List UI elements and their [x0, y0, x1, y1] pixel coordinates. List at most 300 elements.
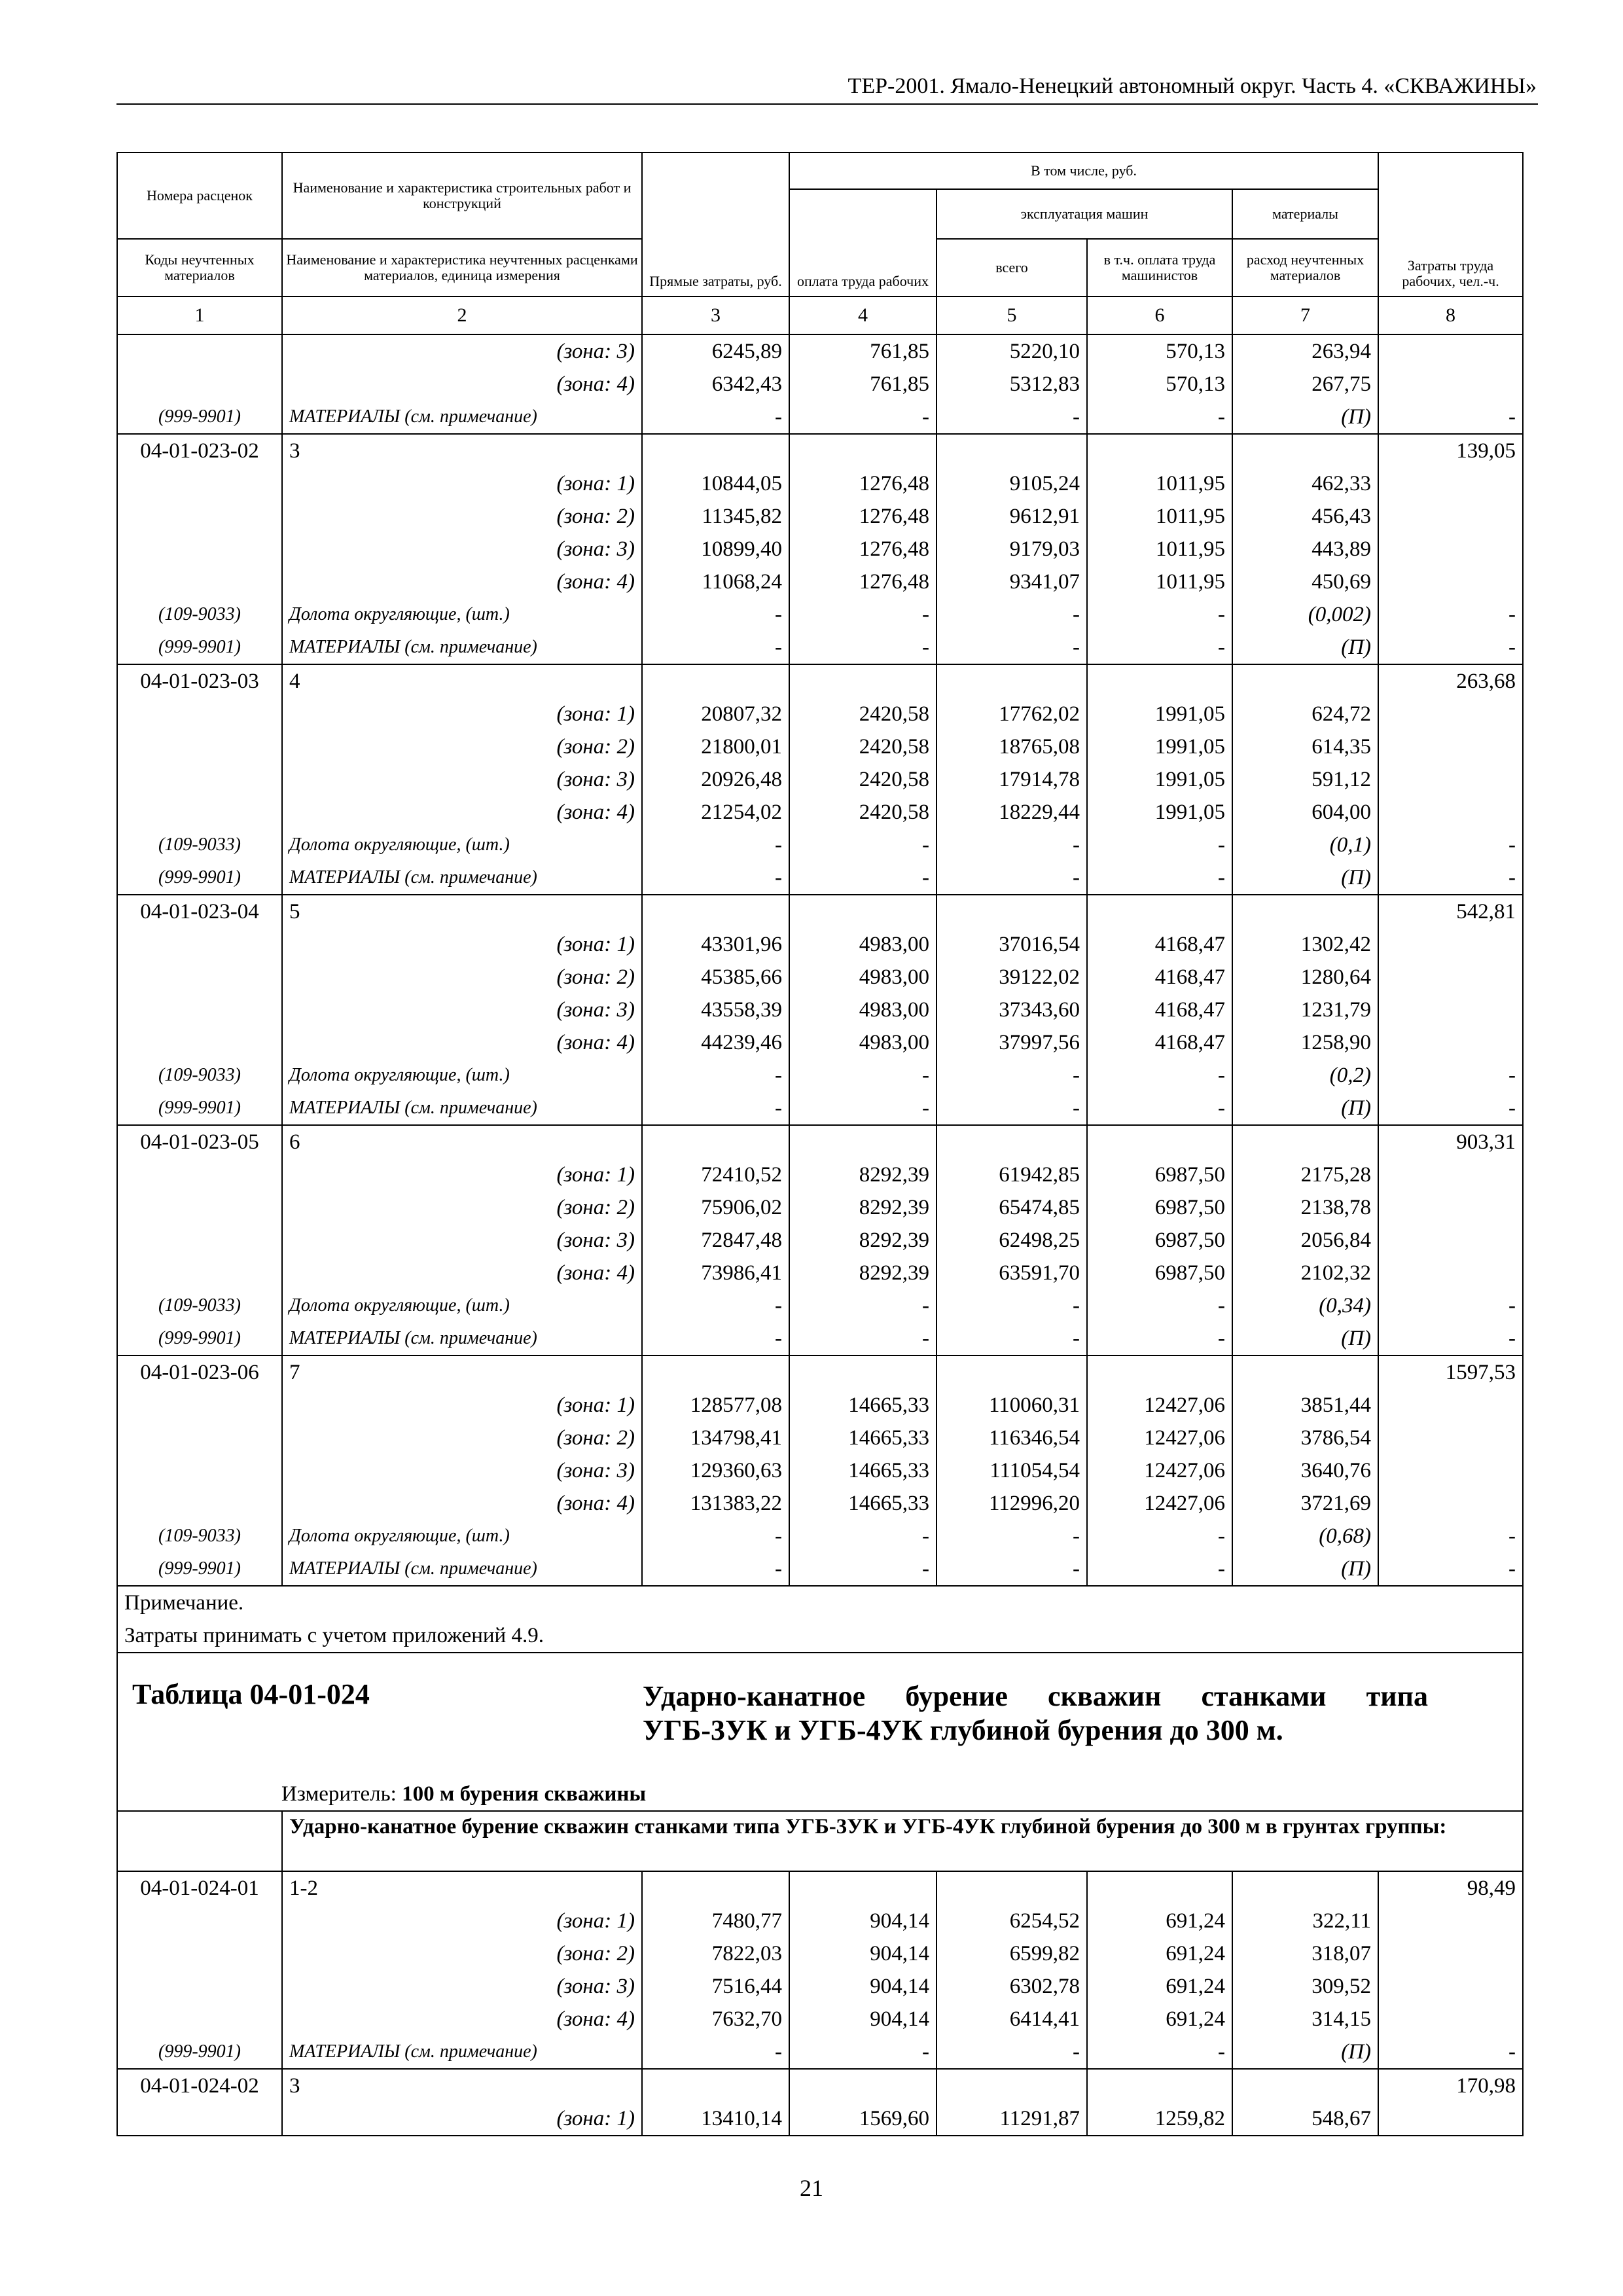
rate-row	[117, 664, 1523, 698]
value-cell: 4168,47	[1087, 1026, 1232, 1059]
rate-row	[117, 1871, 1523, 1905]
zone-label: (зона: 2)	[282, 961, 642, 994]
empty-cell	[117, 1422, 282, 1454]
empty-cell	[1087, 664, 1232, 698]
material-name: МАТЕРИАЛЫ (см. примечание)	[282, 1322, 642, 1355]
col2-top-header: Наименование и характеристика строительных работ и конструкций	[282, 152, 642, 239]
meter-value: 100 м бурения скважины	[402, 1782, 647, 1806]
zone-label: (зона: 2)	[282, 1191, 642, 1224]
empty-cell	[117, 533, 282, 565]
value-cell: -	[936, 1520, 1087, 1552]
value-cell: -	[936, 1552, 1087, 1586]
rate-label: 7	[282, 1355, 642, 1389]
value-cell: -	[1087, 1322, 1232, 1355]
value-cell: 8292,39	[789, 1191, 936, 1224]
zone-row	[117, 961, 1523, 994]
empty-cell	[936, 2069, 1087, 2102]
zone-label: (зона: 1)	[282, 1905, 642, 1937]
value-cell: 18765,08	[936, 730, 1087, 763]
zone-label: (зона: 2)	[282, 1937, 642, 1970]
labor-cell: 903,31	[1378, 1125, 1523, 1158]
value-cell: 4983,00	[789, 994, 936, 1026]
empty-cell	[1378, 1905, 1523, 1937]
rate-row	[117, 434, 1523, 467]
value-cell: 14665,33	[789, 1422, 936, 1454]
value-cell: 12427,06	[1087, 1422, 1232, 1454]
value-cell: -	[1087, 1552, 1232, 1586]
labor-cell: 139,05	[1378, 434, 1523, 467]
zone-row	[117, 928, 1523, 961]
value-cell: 18229,44	[936, 796, 1087, 829]
empty-cell	[1378, 368, 1523, 401]
value-cell: 3786,54	[1232, 1422, 1378, 1454]
material-code: (109-9033)	[117, 1289, 282, 1322]
labor-cell: 170,98	[1378, 2069, 1523, 2102]
value-cell: 1276,48	[789, 467, 936, 500]
value-cell: -	[789, 1092, 936, 1125]
value-cell: 11068,24	[642, 565, 789, 598]
value-cell: 4168,47	[1087, 928, 1232, 961]
value-cell: 904,14	[789, 2003, 936, 2036]
value-cell: 4983,00	[789, 1026, 936, 1059]
value-cell: -	[1087, 631, 1232, 664]
zone-row	[117, 796, 1523, 829]
value-cell: -	[1378, 829, 1523, 861]
rate-row	[117, 1125, 1523, 1158]
value-cell: 1011,95	[1087, 565, 1232, 598]
empty-cell	[936, 1871, 1087, 1905]
material-code: (999-9901)	[117, 2036, 282, 2069]
value-cell: -	[936, 631, 1087, 664]
value-cell: 322,11	[1232, 1905, 1378, 1937]
zone-row	[117, 1454, 1523, 1487]
value-cell: 112996,20	[936, 1487, 1087, 1520]
empty-cell	[117, 730, 282, 763]
value-cell: 1280,64	[1232, 961, 1378, 994]
empty-cell	[117, 1026, 282, 1059]
value-cell: 72410,52	[642, 1158, 789, 1191]
zone-row	[117, 1158, 1523, 1191]
value-cell: -	[642, 829, 789, 861]
value-cell: 21254,02	[642, 796, 789, 829]
value-cell: 6302,78	[936, 1970, 1087, 2003]
material-quantity: (0,68)	[1232, 1520, 1378, 1552]
empty-cell	[1378, 500, 1523, 533]
zone-label: (зона: 3)	[282, 1970, 642, 2003]
value-cell: -	[642, 401, 789, 434]
value-cell: 1991,05	[1087, 763, 1232, 796]
zone-label: (зона: 4)	[282, 2003, 642, 2036]
value-cell: 1991,05	[1087, 698, 1232, 730]
material-name: Долота округляющие, (шт.)	[282, 1520, 642, 1552]
empty-cell	[117, 763, 282, 796]
empty-cell	[117, 1158, 282, 1191]
material-row	[117, 1322, 1523, 1355]
value-cell: -	[789, 1520, 936, 1552]
col6-header: в т.ч. оплата труда машинистов	[1087, 239, 1232, 296]
col-number: 4	[789, 296, 936, 334]
empty-cell	[789, 895, 936, 928]
value-cell: -	[789, 1289, 936, 1322]
material-row	[117, 1289, 1523, 1322]
rate-label: 6	[282, 1125, 642, 1158]
value-cell: -	[1378, 1520, 1523, 1552]
value-cell: 2420,58	[789, 698, 936, 730]
zone-row	[117, 1257, 1523, 1289]
value-cell: 44239,46	[642, 1026, 789, 1059]
material-name: МАТЕРИАЛЫ (см. примечание)	[282, 1092, 642, 1125]
rate-code: 04-01-023-02	[117, 434, 282, 467]
value-cell: -	[642, 2036, 789, 2069]
zone-row	[117, 533, 1523, 565]
value-cell: -	[1087, 2036, 1232, 2069]
empty-cell	[1087, 1355, 1232, 1389]
material-row	[117, 1520, 1523, 1552]
empty-cell	[1378, 2102, 1523, 2136]
zone-label: (зона: 1)	[282, 467, 642, 500]
zone-row	[117, 1905, 1523, 1937]
value-cell: -	[936, 1092, 1087, 1125]
value-cell: -	[1087, 1059, 1232, 1092]
value-cell: -	[936, 1059, 1087, 1092]
empty-cell	[789, 2069, 936, 2102]
material-row	[117, 598, 1523, 631]
value-cell: -	[789, 401, 936, 434]
empty-cell	[936, 1125, 1087, 1158]
empty-cell	[1378, 565, 1523, 598]
empty-cell	[789, 434, 936, 467]
zone-label: (зона: 2)	[282, 500, 642, 533]
table2-body	[117, 1586, 1523, 1871]
zone-row	[117, 1389, 1523, 1422]
including-header: В том числе, руб.	[789, 152, 1378, 189]
value-cell: 7822,03	[642, 1937, 789, 1970]
labor-cell: 98,49	[1378, 1871, 1523, 1905]
empty-cell	[642, 664, 789, 698]
material-quantity: (0,002)	[1232, 598, 1378, 631]
material-quantity: (П)	[1232, 1092, 1378, 1125]
material-name: Долота округляющие, (шт.)	[282, 598, 642, 631]
value-cell: -	[1087, 861, 1232, 895]
table2-rows	[117, 1871, 1523, 2136]
rate-label: 1-2	[282, 1871, 642, 1905]
value-cell: -	[789, 861, 936, 895]
zone-label: (зона: 3)	[282, 1224, 642, 1257]
zone-label: (зона: 3)	[282, 1454, 642, 1487]
empty-cell	[642, 1125, 789, 1158]
material-code: (999-9901)	[117, 401, 282, 434]
zone-row	[117, 565, 1523, 598]
value-cell: 2420,58	[789, 796, 936, 829]
empty-cell	[642, 1355, 789, 1389]
value-cell: 691,24	[1087, 1970, 1232, 2003]
value-cell: 13410,14	[642, 2102, 789, 2136]
value-cell: -	[1378, 1092, 1523, 1125]
zone-row	[117, 1026, 1523, 1059]
value-cell: 6599,82	[936, 1937, 1087, 1970]
empty-cell	[117, 1905, 282, 1937]
zone-label: (зона: 3)	[282, 994, 642, 1026]
zone-row	[117, 763, 1523, 796]
material-code: (999-9901)	[117, 861, 282, 895]
value-cell: 12427,06	[1087, 1487, 1232, 1520]
zone-label: (зона: 4)	[282, 1487, 642, 1520]
value-cell: 6245,89	[642, 334, 789, 368]
zone-label: (зона: 1)	[282, 1389, 642, 1422]
material-name: МАТЕРИАЛЫ (см. примечание)	[282, 401, 642, 434]
value-cell: 129360,63	[642, 1454, 789, 1487]
note-title-row	[117, 1586, 1523, 1619]
group-title: Ударно-канатное бурение скважин станками типа УГБ-3УК и УГБ-4УК глубиной бурения до 300 м в грунтах группы:	[282, 1811, 1523, 1871]
table2-title: Ударно-канатное бурение скважин станками типа УГБ-3УК и УГБ-4УК глубиной бурения до 300 м.	[643, 1680, 1428, 1746]
value-cell: -	[936, 1289, 1087, 1322]
material-code: (109-9033)	[117, 1059, 282, 1092]
value-cell: 14665,33	[789, 1487, 936, 1520]
material-row	[117, 1092, 1523, 1125]
table2-label: Таблица 04-01-024	[132, 1678, 370, 1710]
labor-cell: 542,81	[1378, 895, 1523, 928]
zone-row	[117, 2102, 1523, 2136]
col-number: 1	[117, 296, 282, 334]
value-cell: 6987,50	[1087, 1224, 1232, 1257]
value-cell: 6254,52	[936, 1905, 1087, 1937]
value-cell: 1011,95	[1087, 500, 1232, 533]
empty-cell	[1232, 1125, 1378, 1158]
zone-label: (зона: 1)	[282, 928, 642, 961]
value-cell: 43301,96	[642, 928, 789, 961]
empty-cell	[1232, 895, 1378, 928]
value-cell: -	[789, 598, 936, 631]
machines-header: эксплуатация машин	[936, 189, 1232, 239]
col-number: 5	[936, 296, 1087, 334]
note-title: Примечание.	[117, 1586, 1523, 1619]
value-cell: 62498,25	[936, 1224, 1087, 1257]
value-cell: -	[789, 631, 936, 664]
value-cell: 450,69	[1232, 565, 1378, 598]
empty-cell	[1087, 895, 1232, 928]
value-cell: -	[1378, 1322, 1523, 1355]
col1-top-header: Номера расценок	[117, 152, 282, 239]
value-cell: -	[1087, 401, 1232, 434]
value-cell: 309,52	[1232, 1970, 1378, 2003]
value-cell: 1231,79	[1232, 994, 1378, 1026]
empty-cell	[1378, 730, 1523, 763]
value-cell: 570,13	[1087, 334, 1232, 368]
material-row	[117, 1059, 1523, 1092]
value-cell: -	[1087, 598, 1232, 631]
value-cell: 462,33	[1232, 467, 1378, 500]
material-name: МАТЕРИАЛЫ (см. примечание)	[282, 631, 642, 664]
material-code: (109-9033)	[117, 598, 282, 631]
value-cell: 904,14	[789, 1937, 936, 1970]
value-cell: -	[936, 401, 1087, 434]
zone-label: (зона: 1)	[282, 2102, 642, 2136]
value-cell: 904,14	[789, 1905, 936, 1937]
rate-label: 3	[282, 2069, 642, 2102]
col2-bottom-header: Наименование и характеристика неучтенных расценками материалов, единица измерения	[282, 239, 642, 296]
zone-label: (зона: 2)	[282, 1422, 642, 1454]
material-quantity: (0,2)	[1232, 1059, 1378, 1092]
value-cell: 7632,70	[642, 2003, 789, 2036]
zone-row	[117, 1487, 1523, 1520]
rate-code: 04-01-023-04	[117, 895, 282, 928]
empty-cell	[117, 334, 282, 368]
table-body	[117, 334, 1523, 1586]
empty-cell	[936, 664, 1087, 698]
empty-cell	[117, 1454, 282, 1487]
empty-cell	[117, 2102, 282, 2136]
material-quantity: (П)	[1232, 2036, 1378, 2069]
value-cell: -	[936, 829, 1087, 861]
empty-cell	[1378, 994, 1523, 1026]
value-cell: 20807,32	[642, 698, 789, 730]
empty-cell	[117, 565, 282, 598]
col7-header: расход неучтенных материалов	[1232, 239, 1378, 296]
value-cell: 39122,02	[936, 961, 1087, 994]
value-cell: 37997,56	[936, 1026, 1087, 1059]
value-cell: 904,14	[789, 1970, 936, 2003]
empty-cell	[1378, 961, 1523, 994]
zone-row	[117, 1224, 1523, 1257]
value-cell: 3851,44	[1232, 1389, 1378, 1422]
col1-bottom-header: Коды неучтенных материалов	[117, 239, 282, 296]
empty-cell	[1232, 1355, 1378, 1389]
value-cell: 110060,31	[936, 1389, 1087, 1422]
empty-cell	[1378, 467, 1523, 500]
value-cell: -	[642, 1520, 789, 1552]
empty-cell	[117, 1191, 282, 1224]
value-cell: 4983,00	[789, 928, 936, 961]
empty-cell	[117, 698, 282, 730]
zone-label: (зона: 4)	[282, 1257, 642, 1289]
empty-cell	[117, 467, 282, 500]
value-cell: -	[1378, 1059, 1523, 1092]
zone-label: (зона: 2)	[282, 730, 642, 763]
value-cell: 7480,77	[642, 1905, 789, 1937]
col-number: 2	[282, 296, 642, 334]
empty-cell	[117, 1487, 282, 1520]
value-cell: 116346,54	[936, 1422, 1087, 1454]
value-cell: 72847,48	[642, 1224, 789, 1257]
empty-cell	[117, 2003, 282, 2036]
value-cell: 65474,85	[936, 1191, 1087, 1224]
value-cell: -	[642, 598, 789, 631]
empty-cell	[1378, 796, 1523, 829]
value-cell: -	[789, 829, 936, 861]
value-cell: 314,15	[1232, 2003, 1378, 2036]
value-cell: 443,89	[1232, 533, 1378, 565]
rate-code: 04-01-023-06	[117, 1355, 282, 1389]
labor-cell: 1597,53	[1378, 1355, 1523, 1389]
empty-cell	[117, 961, 282, 994]
materials-header: материалы	[1232, 189, 1378, 239]
value-cell: -	[642, 861, 789, 895]
value-cell: 7516,44	[642, 1970, 789, 2003]
price-table	[116, 152, 1524, 2136]
zone-label: (зона: 1)	[282, 1158, 642, 1191]
value-cell: 548,67	[1232, 2102, 1378, 2136]
value-cell: -	[1378, 401, 1523, 434]
value-cell: -	[1378, 861, 1523, 895]
empty-cell	[1378, 1224, 1523, 1257]
value-cell: -	[936, 1322, 1087, 1355]
value-cell: 6414,41	[936, 2003, 1087, 2036]
empty-cell	[1378, 763, 1523, 796]
empty-cell	[117, 928, 282, 961]
empty-cell	[1378, 1389, 1523, 1422]
value-cell: -	[1087, 1520, 1232, 1552]
page-number: 21	[800, 2175, 823, 2201]
value-cell: 5312,83	[936, 368, 1087, 401]
value-cell: 9179,03	[936, 533, 1087, 565]
value-cell: 761,85	[789, 368, 936, 401]
value-cell: -	[936, 598, 1087, 631]
material-name: Долота округляющие, (шт.)	[282, 1059, 642, 1092]
value-cell: -	[1378, 2036, 1523, 2069]
value-cell: 14665,33	[789, 1389, 936, 1422]
material-row	[117, 401, 1523, 434]
empty-cell	[1378, 1422, 1523, 1454]
value-cell: 691,24	[1087, 2003, 1232, 2036]
material-row	[117, 2036, 1523, 2069]
zone-label: (зона: 1)	[282, 698, 642, 730]
value-cell: 21800,01	[642, 730, 789, 763]
value-cell: 6342,43	[642, 368, 789, 401]
value-cell: 624,72	[1232, 698, 1378, 730]
rate-code: 04-01-023-03	[117, 664, 282, 698]
empty-cell	[789, 664, 936, 698]
value-cell: 6987,50	[1087, 1191, 1232, 1224]
empty-cell	[1378, 334, 1523, 368]
value-cell: -	[936, 2036, 1087, 2069]
col-number: 8	[1378, 296, 1523, 334]
material-code: (109-9033)	[117, 1520, 282, 1552]
empty-cell	[1378, 1191, 1523, 1224]
value-cell: 591,12	[1232, 763, 1378, 796]
value-cell: 128577,08	[642, 1389, 789, 1422]
empty-cell	[117, 1970, 282, 2003]
zone-row	[117, 334, 1523, 368]
value-cell: 45385,66	[642, 961, 789, 994]
value-cell: 263,94	[1232, 334, 1378, 368]
empty-cell	[1378, 1158, 1523, 1191]
value-cell: -	[789, 1059, 936, 1092]
empty-cell	[1378, 1487, 1523, 1520]
value-cell: 8292,39	[789, 1257, 936, 1289]
material-quantity: (П)	[1232, 631, 1378, 664]
value-cell: 10844,05	[642, 467, 789, 500]
empty-cell	[117, 1224, 282, 1257]
value-cell: 8292,39	[789, 1158, 936, 1191]
zone-row	[117, 698, 1523, 730]
material-row	[117, 861, 1523, 895]
value-cell: 604,00	[1232, 796, 1378, 829]
value-cell: 1569,60	[789, 2102, 936, 2136]
zone-label: (зона: 4)	[282, 368, 642, 401]
zone-row	[117, 500, 1523, 533]
value-cell: -	[642, 1552, 789, 1586]
value-cell: -	[1087, 829, 1232, 861]
value-cell: -	[1378, 1289, 1523, 1322]
value-cell: 37343,60	[936, 994, 1087, 1026]
empty-cell	[1087, 1871, 1232, 1905]
zone-label: (зона: 4)	[282, 565, 642, 598]
zone-label: (зона: 4)	[282, 796, 642, 829]
value-cell: 2420,58	[789, 763, 936, 796]
value-cell: 134798,41	[642, 1422, 789, 1454]
empty-cell	[1378, 1257, 1523, 1289]
material-quantity: (П)	[1232, 1552, 1378, 1586]
